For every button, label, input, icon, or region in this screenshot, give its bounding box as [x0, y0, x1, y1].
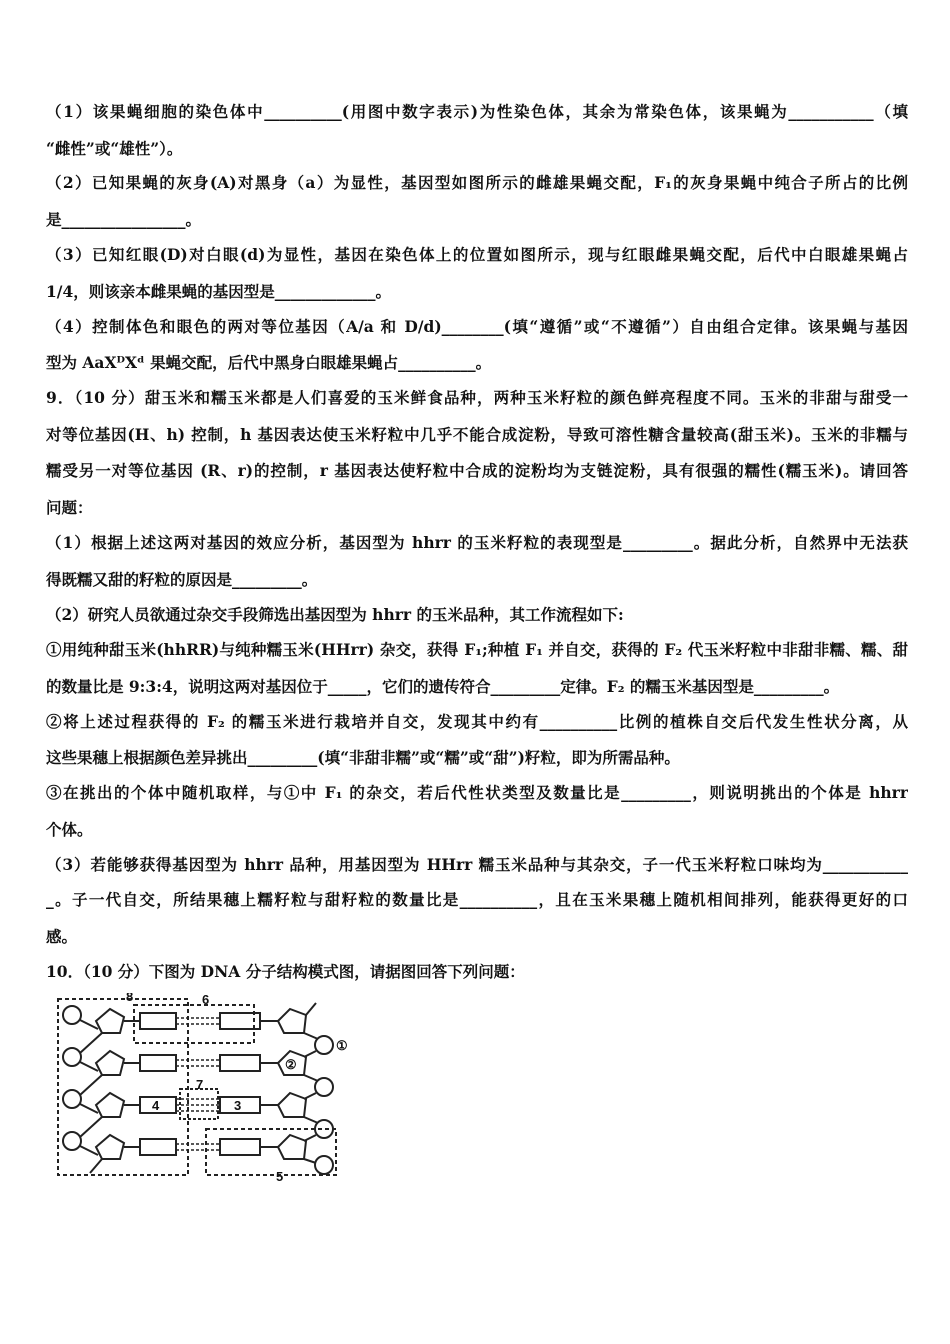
question-9-line-5: （1）根据上述这两对基因的效应分析，基因型为 hhrr 的玉米籽粒的表现型是_________。据此分析，自然界中无法获	[46, 533, 908, 552]
label-7: 7	[196, 1077, 204, 1092]
question-9-line-7: （2）研究人员欲通过杂交手段筛选出基因型为 hhrr 的玉米品种，其工作流程如下:	[46, 605, 624, 624]
question-9-line-16: 感。	[46, 927, 78, 946]
question-9-line-11: 这些果穗上根据颜色差异挑出_________(填“非甜非糯”或“糯”或“甜”)籽粒，即为所需品种。	[46, 748, 680, 767]
question-9-line-3: 糯受另一对等位基因 (R、r)的控制，r 基因表达使籽粒中合成的淀粉均为支链淀粉，具有很强的糯性(糯玉米)。请回答	[46, 461, 908, 480]
dna-structure-diagram	[54, 993, 354, 1183]
text-line-4: 是________________。	[46, 210, 202, 229]
label-8: 8	[126, 993, 134, 1004]
question-9-line-8: ①用纯种甜玉米(hhRR)与纯种糯玉米(HHrr) 杂交，获得 F₁;种植 F₁ 并自交，获得的 F₂ 代玉米籽粒中非甜非糯、糯、甜	[46, 640, 908, 659]
question-9-line-12: ③在挑出的个体中随机取样，与①中 F₁ 的杂交，若后代性状类型及数量比是_________，则说明挑出的个体是 hhrr	[46, 783, 908, 802]
text-line-3: （2）已知果蝇的灰身(A)对黑身（a）为显性，基因型如图所示的雌雄果蝇交配，F₁的灰身果蝇中纯合子所占的比例	[46, 173, 908, 192]
text-line-1: （1）该果蝇细胞的染色体中__________(用图中数字表示)为性染色体，其余为常染色体，该果蝇为___________（填	[46, 102, 908, 121]
question-9-line-1: 9．（10 分）甜玉米和糯玉米都是人们喜爱的玉米鲜食品种，两种玉米籽粒的颜色鲜亮程度不同。玉米的非甜与甜受一	[46, 388, 908, 407]
question-9-line-14: （3）若能够获得基因型为 hhrr 品种，用基因型为 HHrr 糯玉米品种与其杂交，子一代玉米籽粒口味均为___________	[46, 855, 908, 874]
text-line-5: （3）已知红眼(D)对白眼(d)为显性，基因在染色体上的位置如图所示，现与红眼雌果蝇交配，后代中白眼雄果蝇占	[46, 245, 908, 264]
label-5: 5	[276, 1169, 284, 1183]
label-4: 4	[152, 1098, 160, 1113]
text-line-7: （4）控制体色和眼色的两对等位基因（A/a 和 D/d)________(填“遵循”或“不遵循”）自由组合定律。该果蝇与基因	[46, 317, 908, 336]
question-9-line-13: 个体。	[46, 820, 93, 839]
question-9-line-2: 对等位基因(H、h) 控制，h 基因表达使玉米籽粒中几乎不能合成淀粉，导致可溶性糖含量较高(甜玉米)。玉米的非糯与	[46, 425, 908, 444]
question-9-line-6: 得既糯又甜的籽粒的原因是_________。	[46, 570, 318, 589]
question-9-line-9: 的数量比是 9:3:4，说明这两对基因位于_____，它们的遗传符合_________定律。F₂ 的糯玉米基因型是_________。	[46, 677, 840, 696]
label-6: 6	[202, 993, 210, 1007]
label-1: ①	[336, 1038, 348, 1053]
question-9-line-4: 问题：	[46, 498, 93, 517]
label-3: 3	[234, 1098, 242, 1113]
question-9-line-15: _。子一代自交，所结果穗上糯籽粒与甜籽粒的数量比是__________，且在玉米果穗上随机相间排列，能获得更好的口	[46, 890, 908, 909]
label-2: ②	[285, 1057, 297, 1072]
question-9-line-10: ②将上述过程获得的 F₂ 的糯玉米进行栽培并自交，发现其中约有__________比例的植株自交后代发生性状分离，从	[46, 712, 908, 731]
question-10-line-1: 10．（10 分）下图为 DNA 分子结构模式图，请据图回答下列问题：	[46, 962, 525, 981]
text-line-2: “雌性”或“雄性”）。	[46, 139, 183, 158]
box-7	[180, 1089, 218, 1119]
text-line-8: 型为 AaXᴰXᵈ 果蝇交配，后代中黑身白眼雄果蝇占__________。	[46, 353, 492, 372]
text-line-6: 1/4，则该亲本雌果蝇的基因型是_____________。	[46, 282, 391, 301]
